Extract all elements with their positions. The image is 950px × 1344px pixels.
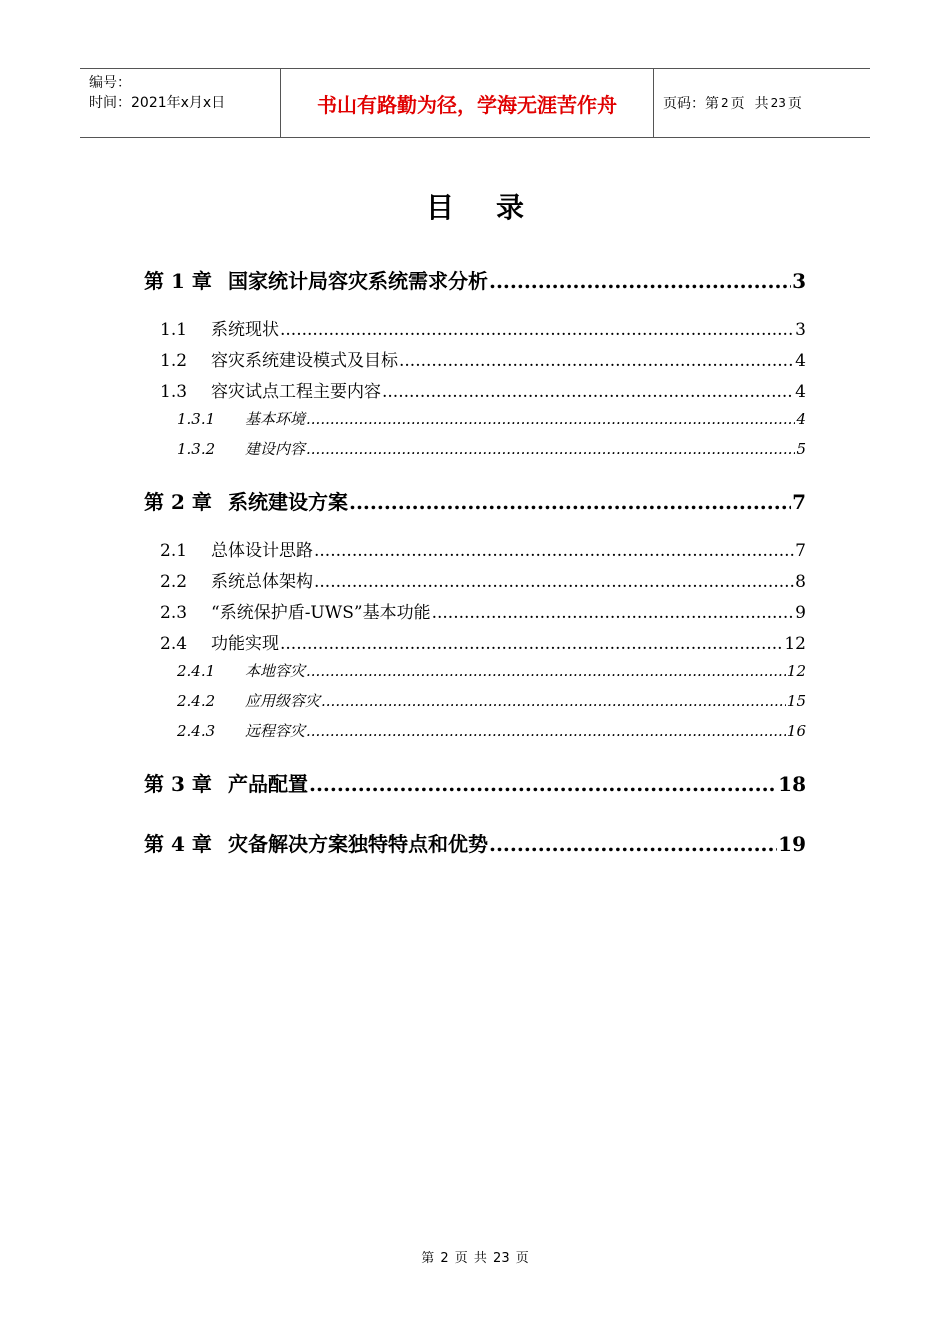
toc-entry-label: 建设内容 (245, 440, 306, 458)
toc-entry-number: 1.2 (160, 351, 188, 371)
toc-entry[interactable] (144, 265, 806, 294)
toc-entry-number: 1.3.1 (177, 410, 216, 428)
toc-entry-page: 12 (786, 662, 806, 680)
toc-entry[interactable] (160, 598, 806, 623)
toc-leader (489, 269, 791, 293)
header-meta (80, 69, 281, 137)
toc-leader (314, 572, 794, 592)
page-header (80, 68, 870, 138)
toc-entry-page: 4 (796, 410, 806, 428)
toc-leader (432, 603, 795, 623)
toc-entry-label: 产品配置 (228, 772, 308, 796)
header-page-info (654, 69, 870, 137)
page-total-prefix: 共 (754, 96, 769, 112)
toc-entry[interactable] (177, 720, 806, 741)
toc-entry-label: 灾备解决方案独特特点和优势 (228, 832, 488, 856)
toc-leader (280, 634, 783, 654)
toc-entry[interactable] (160, 567, 806, 592)
page-total-unit: 页 (787, 96, 802, 112)
toc-entry-number: 2.4.3 (177, 722, 216, 740)
toc-entry[interactable] (144, 486, 806, 515)
toc-entry[interactable] (144, 828, 806, 857)
toc-entry-number: 2.3 (160, 603, 188, 623)
toc-entry[interactable] (177, 660, 806, 681)
page-current: 2 (721, 96, 729, 110)
toc-entry-label: 系统总体架构 (211, 572, 313, 592)
toc-entry-number: 2.4.2 (177, 692, 216, 710)
toc-entry-number: 第 4 章 (144, 832, 212, 856)
toc-entry-page: 3 (792, 269, 806, 293)
toc-entry[interactable] (144, 768, 806, 797)
toc-leader (349, 490, 791, 514)
toc-leader (321, 692, 786, 710)
toc-entry-number: 1.1 (160, 320, 188, 340)
toc-entry-label: 系统建设方案 (228, 490, 348, 514)
page-footer: 第 2 页 共 23 页 (421, 1251, 529, 1266)
toc-entry-label: 本地容灾 (245, 662, 306, 680)
toc-entry-label: 国家统计局容灾系统需求分析 (228, 269, 488, 293)
toc-entry[interactable] (160, 629, 806, 654)
toc-entry-page: 19 (778, 832, 806, 856)
toc-leader (314, 541, 794, 561)
toc-leader (306, 410, 795, 428)
toc-entry-page: 4 (795, 351, 806, 371)
toc-leader (309, 772, 777, 796)
toc-entry[interactable] (160, 346, 806, 371)
toc-entry-number: 第 1 章 (144, 269, 212, 293)
toc-entry-page: 3 (795, 320, 806, 340)
toc-entry-label: 远程容灾 (245, 722, 306, 740)
toc-entry-page: 12 (784, 634, 806, 654)
toc-entry-page: 5 (796, 440, 806, 458)
toc-leader (306, 722, 786, 740)
toc-entry-number: 2.1 (160, 541, 188, 561)
toc-entry-label: 应用级容灾 (245, 692, 321, 710)
page-total: 23 (770, 96, 786, 110)
toc-entry-page: 16 (786, 722, 806, 740)
toc-entry-page: 7 (795, 541, 806, 561)
toc-entry-label: 容灾系统建设模式及目标 (211, 351, 398, 371)
toc-entry-label: 功能实现 (211, 634, 279, 654)
toc-leader (280, 320, 794, 340)
toc-leader (382, 382, 794, 402)
toc-entry-page: 8 (795, 572, 806, 592)
toc-entry-page: 15 (786, 692, 806, 710)
toc-entry[interactable] (160, 315, 806, 340)
toc-entry-label: 总体设计思路 (211, 541, 313, 561)
document-number-label: 编号： (89, 75, 131, 91)
document-time-label: 时间：2021年x月x日 (89, 95, 226, 111)
page-unit: 页 (730, 96, 745, 112)
toc-entry-number: 2.4 (160, 634, 188, 654)
toc-entry[interactable] (177, 438, 806, 459)
toc-entry-label: 基本环境 (245, 410, 306, 428)
toc-entry[interactable] (177, 408, 806, 429)
toc-entry-label: 系统现状 (211, 320, 279, 340)
toc-leader (306, 440, 795, 458)
toc-leader (489, 832, 777, 856)
toc-entry-page: 18 (778, 772, 806, 796)
toc-entry-label: “系统保护盾-UWS”基本功能 (211, 603, 431, 623)
toc-leader (306, 662, 786, 680)
toc-entry-number: 1.3 (160, 382, 188, 402)
header-motto: 书山有路勤为径，学海无涯苦作舟 (281, 69, 654, 137)
toc-entry-number: 第 3 章 (144, 772, 212, 796)
toc-entry-page: 9 (795, 603, 806, 623)
toc-entry-number: 2.2 (160, 572, 188, 592)
toc-entry-page: 7 (792, 490, 806, 514)
toc-entry-number: 1.3.2 (177, 440, 216, 458)
toc-entry-label: 容灾试点工程主要内容 (211, 382, 381, 402)
toc-entry[interactable] (177, 690, 806, 711)
toc-entry-number: 2.4.1 (177, 662, 216, 680)
page-prefix: 页码：第 (663, 96, 719, 112)
toc-entry[interactable] (160, 536, 806, 561)
toc-entry-page: 4 (795, 382, 806, 402)
toc-title: 目录 (425, 191, 566, 224)
toc-leader (399, 351, 794, 371)
toc-entry[interactable] (160, 377, 806, 402)
toc-entry-number: 第 2 章 (144, 490, 212, 514)
